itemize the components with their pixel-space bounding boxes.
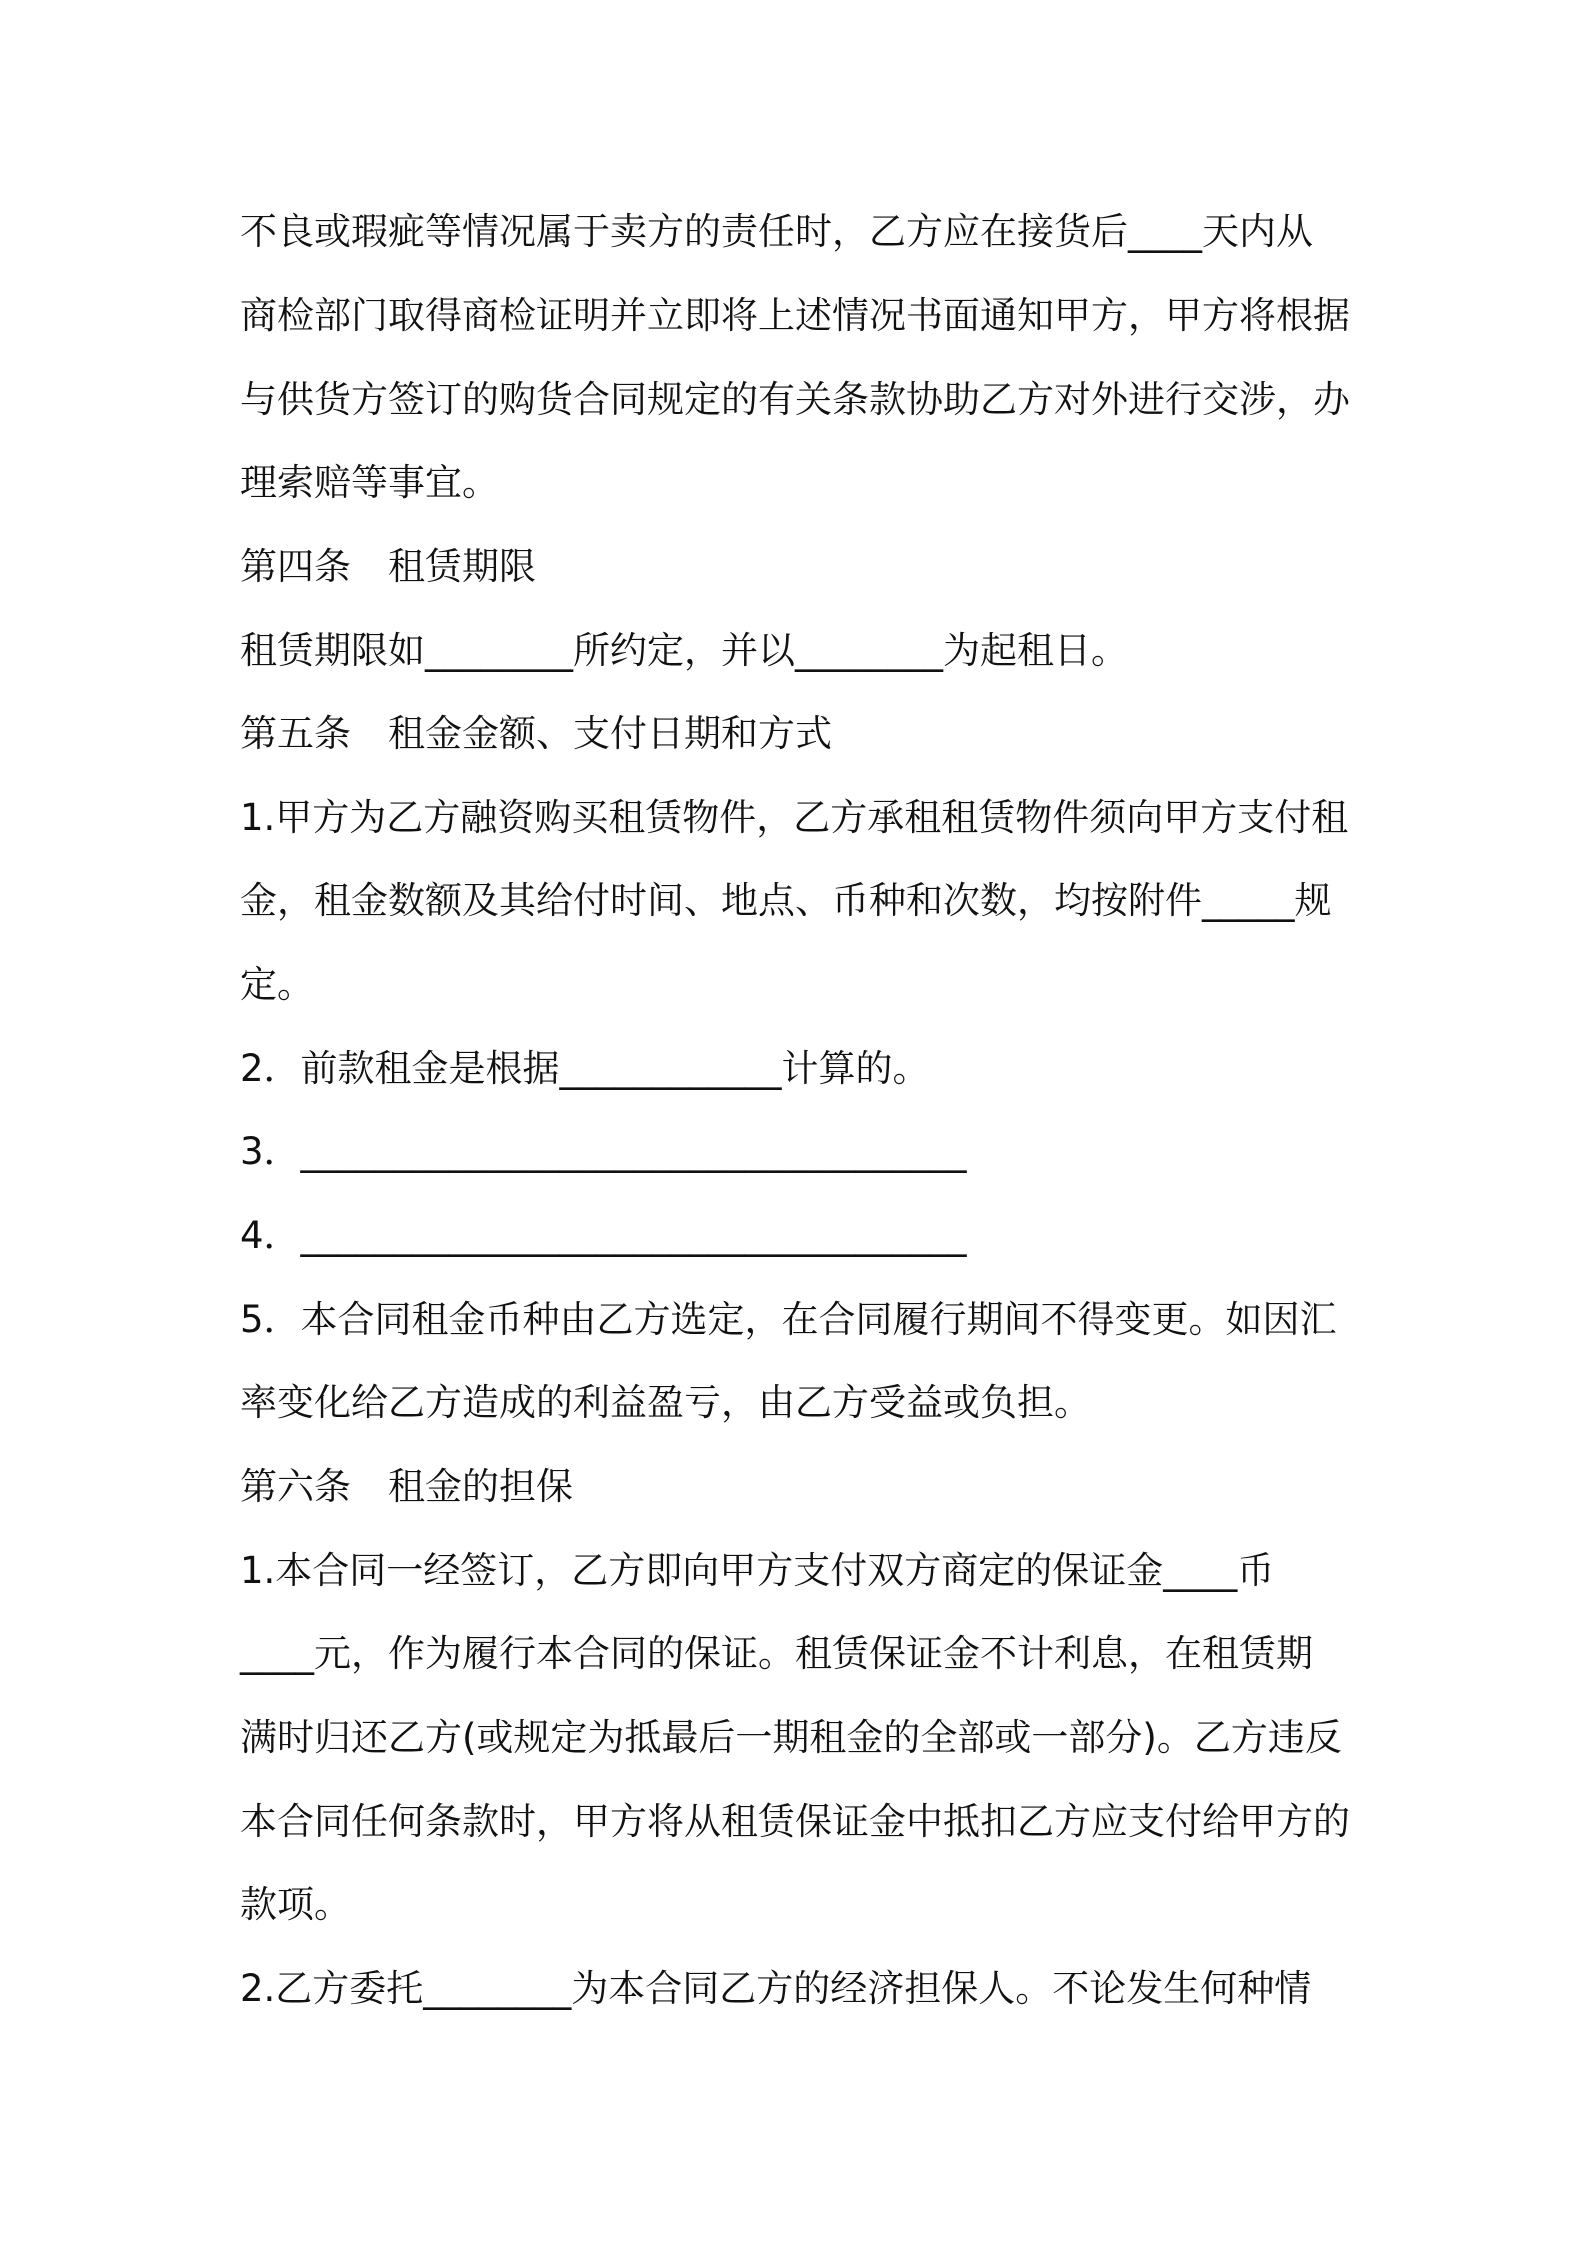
text-line-20: 本合同任何条款时，甲方将从租赁保证金中抵扣乙方应支付给甲方的 (240, 1800, 1350, 1843)
text-line-6: 租赁期限如________所约定，并以________为起租日。 (240, 629, 1128, 672)
text-line-3: 与供货方签订的购货合同规定的有关条款协助乙方对外进行交涉，办 (240, 378, 1350, 421)
text-line-15: 率变化给乙方造成的利益盈亏，由乙方受益或负担。 (240, 1381, 1091, 1424)
text-line-9: 金，租金数额及其给付时间、地点、币种和次数，均按附件_____规 (240, 879, 1332, 922)
text-line-8: 1.甲方为乙方融资购买租赁物件，乙方承租租赁物件须向甲方支付租 (240, 796, 1349, 839)
text-line-2: 商检部门取得商检证明并立即将上述情况书面通知甲方，甲方将根据 (240, 294, 1350, 337)
section-heading-4: 第四条 租赁期限 (240, 545, 536, 588)
text-line-13: 4．____________________________________ (240, 1214, 967, 1257)
text-line-17: 1.本合同一经签订，乙方即向甲方支付双方商定的保证金____币 (240, 1549, 1275, 1592)
text-line-14: 5．本合同租金币种由乙方选定，在合同履行期间不得变更。如因汇 (240, 1298, 1337, 1341)
text-line-4: 理索赔等事宜。 (240, 461, 499, 504)
text-line-11: 2．前款租金是根据____________计算的。 (240, 1047, 930, 1090)
text-line-21: 款项。 (240, 1883, 351, 1926)
text-line-22: 2.乙方委托________为本合同乙方的经济担保人。不论发生何种情 (240, 1967, 1312, 2010)
section-heading-5: 第五条 租金金额、支付日期和方式 (240, 712, 832, 755)
text-line-19: 满时归还乙方(或规定为抵最后一期租金的全部或一部分)。乙方违反 (240, 1716, 1342, 1759)
section-heading-6: 第六条 租金的担保 (240, 1465, 573, 1508)
text-line-18: ____元，作为履行本合同的保证。租赁保证金不计利息，在租赁期 (240, 1632, 1313, 1675)
text-line-10: 定。 (240, 963, 314, 1006)
text-line-12: 3．____________________________________ (240, 1130, 967, 1173)
text-line-1: 不良或瑕疵等情况属于卖方的责任时，乙方应在接货后____天内从 (240, 210, 1313, 253)
